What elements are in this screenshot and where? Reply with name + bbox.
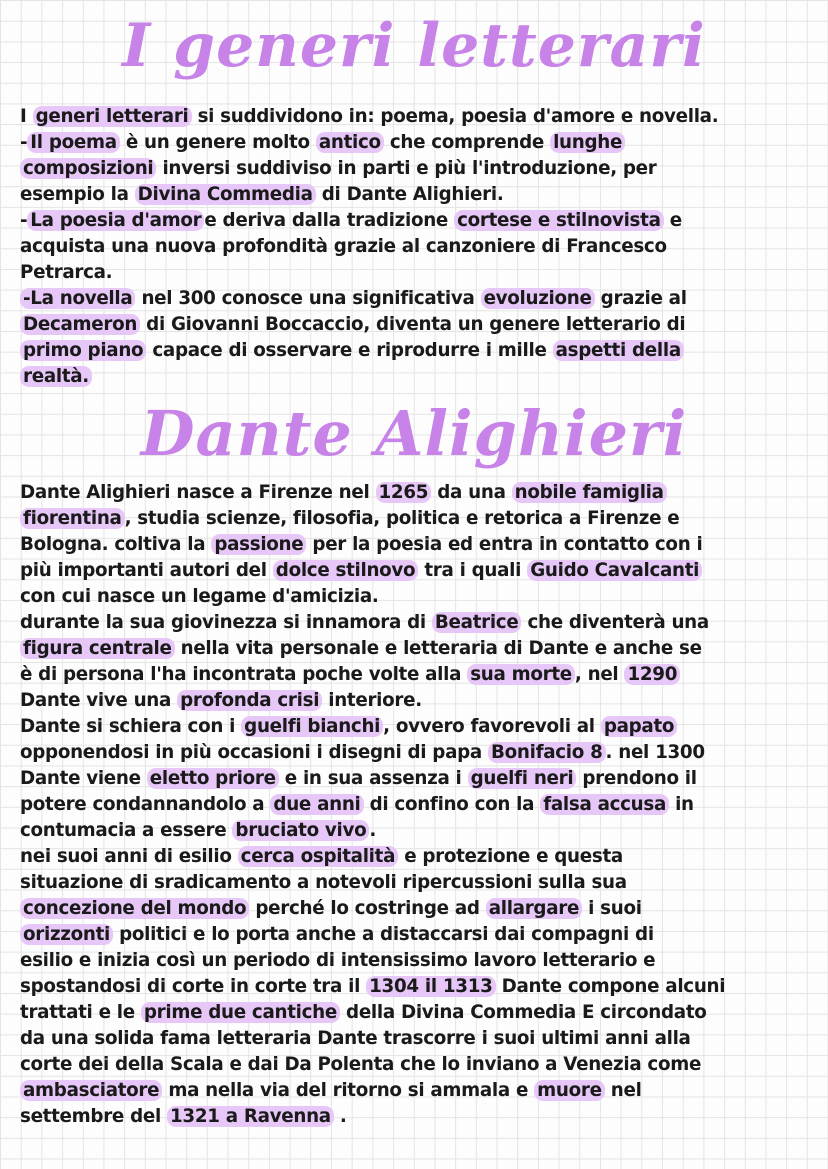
highlighted-text: ambasciatore (20, 1080, 162, 1101)
text-line (20, 584, 812, 610)
highlighted-text: figura centrale (20, 638, 175, 659)
text-line (20, 818, 812, 844)
text-line (20, 182, 812, 208)
highlighted-text: 1304 il 1313 (366, 976, 495, 997)
text-segment: . nel 1300 (605, 742, 705, 763)
text-segment: si suddividono in: poema, poesia d'amore e novella. (191, 106, 719, 127)
highlighted-text: allargare (486, 898, 582, 919)
text-line (20, 1078, 812, 1104)
text-line (20, 714, 812, 740)
text-segment: corte dei della Scala e dai Da Polenta che lo inviano a Venezia come (20, 1054, 702, 1075)
highlighted-text: -La novella (20, 288, 135, 309)
highlighted-text: papato (601, 716, 677, 737)
text-segment: trattati e le (20, 1002, 141, 1023)
text-line (20, 610, 812, 636)
text-segment: . (369, 820, 377, 841)
highlighted-text: composizioni (20, 158, 156, 179)
page-title: I generi letterari (122, 11, 706, 81)
text-segment: - (20, 132, 28, 153)
text-segment: settembre del (20, 1106, 167, 1127)
text-line (20, 338, 812, 364)
text-line (20, 312, 812, 338)
highlighted-text: dolce stilnovo (273, 560, 419, 581)
text-line (20, 1104, 812, 1130)
text-segment: esempio la (20, 184, 135, 205)
highlighted-text: fiorentina (20, 508, 125, 529)
text-segment: nel 300 conosce una significativa (135, 288, 481, 309)
text-segment: per la poesia ed entra in contatto con i (306, 534, 703, 555)
highlighted-text: guelfi neri (468, 768, 577, 789)
text-segment: i suoi (582, 898, 642, 919)
highlighted-text: generi letterari (33, 106, 192, 127)
text-segment: Dante Alighieri nasce a Firenze nel (20, 482, 376, 503)
text-segment: è un genere molto (119, 132, 316, 153)
highlighted-text: cerca ospitalità (238, 846, 398, 867)
text-segment: contumacia a essere (20, 820, 233, 841)
text-line (20, 286, 812, 312)
text-segment: spostandosi di corte in corte tra il (20, 976, 367, 997)
text-segment: nella vita personale e letteraria di Dante e anche se (174, 638, 702, 659)
text-line (20, 974, 812, 1000)
text-segment: e protezione e questa (398, 846, 623, 867)
highlighted-text: primo piano (20, 340, 146, 361)
text-line (20, 636, 812, 662)
text-segment: durante la sua giovinezza si innamora di (20, 612, 432, 633)
text-segment: più importanti autori del (20, 560, 273, 581)
text-line (20, 1026, 812, 1052)
text-segment: e deriva dalla tradizione (204, 210, 455, 231)
text-segment: Dante compone alcuni (495, 976, 726, 997)
text-segment: con cui nasce un legame d'amicizia. (20, 586, 379, 607)
text-segment: . (333, 1106, 347, 1127)
text-segment: , nel (574, 664, 625, 685)
section-title-dante: Dante Alighieri (140, 397, 688, 470)
text-line (20, 260, 812, 286)
text-segment: e in sua assenza i (278, 768, 468, 789)
highlighted-text: Beatrice (432, 612, 522, 633)
highlighted-text: lunghe (550, 132, 625, 153)
text-line (20, 792, 812, 818)
highlighted-text: Guido Cavalcanti (527, 560, 702, 581)
highlighted-text: evoluzione (481, 288, 595, 309)
text-segment: esilio e inizia così un periodo di intensissimo lavoro letterario e (20, 950, 656, 971)
text-line (20, 922, 812, 948)
text-line (20, 156, 812, 182)
text-segment: nel (604, 1080, 642, 1101)
text-segment: tra i quali (418, 560, 528, 581)
text-line (20, 364, 812, 390)
highlighted-text: Il poema (27, 132, 119, 153)
highlighted-text: La poesia d'amor (27, 210, 204, 231)
highlighted-text: 1290 (624, 664, 680, 685)
text-line (20, 506, 812, 532)
text-segment: che comprende (383, 132, 551, 153)
text-line (20, 688, 812, 714)
text-line (20, 234, 812, 260)
highlighted-text: nobile famiglia (512, 482, 667, 503)
text-segment: da una solida fama letteraria Dante trascorre i suoi ultimi anni alla (20, 1028, 691, 1049)
text-segment: da una (431, 482, 512, 503)
highlighted-text: eletto priore (147, 768, 279, 789)
text-segment: Dante vive una (20, 690, 178, 711)
text-segment: I (20, 106, 33, 127)
dante-biography-text (20, 480, 812, 1130)
text-line (20, 844, 812, 870)
text-segment: di Dante Alighieri. (315, 184, 504, 205)
highlighted-text: guelfi bianchi (241, 716, 383, 737)
highlighted-text: realtà. (20, 366, 92, 387)
text-line (20, 740, 812, 766)
text-segment: Petrarca. (20, 262, 113, 283)
text-line (20, 948, 812, 974)
highlighted-text: profonda crisi (177, 690, 322, 711)
text-line (20, 532, 812, 558)
highlighted-text: antico (316, 132, 384, 153)
highlighted-text: sua morte (467, 664, 575, 685)
text-line (20, 1052, 812, 1078)
text-segment: prendono il (576, 768, 697, 789)
text-segment: grazie al (594, 288, 687, 309)
highlighted-text: 1321 a Ravenna (167, 1106, 334, 1127)
text-segment: capace di osservare e riprodurre i mille (146, 340, 553, 361)
text-segment: e (663, 210, 682, 231)
highlighted-text: 1265 (376, 482, 432, 503)
text-segment: perché lo costringe ad (249, 898, 486, 919)
text-segment: situazione di sradicamento a notevoli ripercussioni sulla sua (20, 872, 627, 893)
highlighted-text: bruciato vivo (232, 820, 369, 841)
text-segment: , ovvero favorevoli al (383, 716, 601, 737)
text-segment: opponendosi in più occasioni i disegni di papa (20, 742, 488, 763)
text-line (20, 1000, 812, 1026)
highlighted-text: aspetti della (553, 340, 684, 361)
text-segment: Dante si schiera con i (20, 716, 242, 737)
text-segment: di Giovanni Boccaccio, diventa un genere letterario di (140, 314, 686, 335)
highlighted-text: passione (211, 534, 306, 555)
highlighted-text: orizzonti (20, 924, 113, 945)
text-line (20, 896, 812, 922)
text-line (20, 870, 812, 896)
highlighted-text: muore (534, 1080, 605, 1101)
text-segment: interiore. (322, 690, 422, 711)
text-segment: della Divina Commedia E circondato (339, 1002, 707, 1023)
highlighted-text: prime due cantiche (141, 1002, 340, 1023)
text-segment: di confino con la (363, 794, 541, 815)
text-segment: Bologna. coltiva la (20, 534, 212, 555)
text-line (20, 130, 812, 156)
text-segment: politici e lo porta anche a distaccarsi dai compagni di (113, 924, 654, 945)
text-segment: è di persona l'ha incontrata poche volte alla (20, 664, 468, 685)
text-segment: in (669, 794, 694, 815)
text-line (20, 208, 812, 234)
text-segment: Dante viene (20, 768, 147, 789)
text-segment: inversi suddiviso in parti e più l'introduzione, per (156, 158, 657, 179)
text-segment: acquista una nuova profondità grazie al canzoniere di Francesco (20, 236, 667, 257)
highlighted-text: falsa accusa (540, 794, 669, 815)
generi-letterari-text (20, 104, 812, 390)
text-line (20, 558, 812, 584)
text-line (20, 480, 812, 506)
text-line (20, 662, 812, 688)
text-line (20, 766, 812, 792)
text-segment: potere condannandolo a (20, 794, 271, 815)
text-segment: che diventerà una (521, 612, 709, 633)
highlighted-text: Bonifacio 8 (488, 742, 606, 763)
text-segment: ma nella via del ritorno si ammala e (162, 1080, 535, 1101)
text-segment: - (20, 210, 28, 231)
highlighted-text: cortese e stilnovista (454, 210, 664, 231)
highlighted-text: due anni (270, 794, 363, 815)
highlighted-text: Decameron (20, 314, 140, 335)
text-segment: nei suoi anni di esilio (20, 846, 238, 867)
highlighted-text: Divina Commedia (135, 184, 316, 205)
highlighted-text: concezione del mondo (20, 898, 249, 919)
text-segment: , studia scienze, filosofia, politica e retorica a Firenze e (124, 508, 680, 529)
text-line (20, 104, 812, 130)
